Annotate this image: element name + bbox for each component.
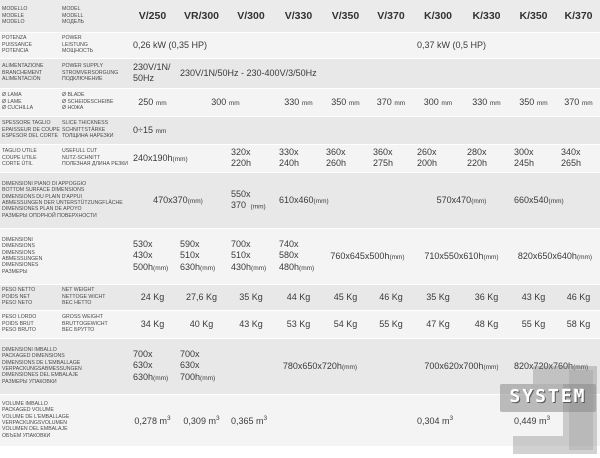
packdims-v250: 700x 630x 630h(mm) <box>129 338 176 394</box>
net-weight-row <box>0 284 600 310</box>
row-label-translation: POWER LEISTUNG МОЩНОСТЬ <box>60 32 129 58</box>
packdims-k300-k330: 700x620x700h(mm) <box>413 338 510 394</box>
row-label: MODELLO MODELE MODELO <box>0 0 60 32</box>
packdims-vr300: 700x 630x 700h(mm) <box>176 338 227 394</box>
model-k330: K/330 <box>463 0 510 32</box>
net-v330: 44 Kg <box>275 284 322 310</box>
cut-v370: 360x 275h <box>369 144 413 172</box>
row-label-translation: USEFULL CUT NUTZ-SCHNITT ПОЛЕЗНАЯ ДЛИНА РЕЗКИ <box>60 144 129 172</box>
gross-k350: 55 Kg <box>510 310 557 338</box>
net-v250: 24 Kg <box>129 284 176 310</box>
row-label: SPESSORE TAGLIO EPAISSEUR DE COUPE ESPESOR DEL CORTE <box>0 116 60 144</box>
net-k300: 35 Kg <box>413 284 463 310</box>
plate-v330-v370: 610x460(mm) <box>275 172 413 228</box>
net-k370: 46 Kg <box>557 284 600 310</box>
power-v-series: 0,26 kW (0,35 HP) <box>129 32 413 58</box>
plate-k350-k370: 660x540(mm) <box>510 172 600 228</box>
blade-v370: 370 mm <box>369 88 413 116</box>
blade-v250: 250 mm <box>129 88 176 116</box>
plate-v250-vr300: 470x370(mm) <box>129 172 227 228</box>
net-vr300: 27,6 Kg <box>176 284 227 310</box>
row-label: VOLUME IMBALLO PACKAGED VOLUME VOLUME DE L'EMBALLAGE VERPACKUNGSVOLUMEN VOLUMEN DEL EMBALAJE ОБЪЕМ УПАКОВКИ <box>0 394 129 446</box>
model-v250: V/250 <box>129 0 176 32</box>
cut-row <box>0 144 600 172</box>
model-vr300: VR/300 <box>176 0 227 32</box>
blade-vr300-v300: 300 mm <box>176 88 275 116</box>
blade-v350: 350 mm <box>322 88 369 116</box>
model-v370: V/370 <box>369 0 413 32</box>
volume-k350-k370: 0,449 $m^3$ <box>510 394 600 446</box>
cut-v250-vr300: 240x190h(mm) <box>129 144 227 172</box>
row-label: Ø LAMA Ø LAME Ø CUCHILLA <box>0 88 60 116</box>
cut-k370: 340x 265h <box>557 144 600 172</box>
net-v300: 35 Kg <box>227 284 275 310</box>
net-k350: 43 Kg <box>510 284 557 310</box>
supply-row <box>0 58 600 88</box>
net-v350: 45 Kg <box>322 284 369 310</box>
row-label-translation: Ø BLADE Ø SCHEIDESCHEIBE Ø НОЖА <box>60 88 129 116</box>
model-v350: V/350 <box>322 0 369 32</box>
header-row <box>0 0 600 32</box>
dimensions-row <box>0 228 600 284</box>
volume-v300-v370: 0,365 $m^3$ <box>227 394 413 446</box>
gross-v350: 54 Kg <box>322 310 369 338</box>
cut-v350: 360x 260h <box>322 144 369 172</box>
plate-k300-k330: 570x470(mm) <box>413 172 510 228</box>
volume-k300-k330: 0,304 $m^3$ <box>413 394 510 446</box>
blade-k350: 350 mm <box>510 88 557 116</box>
row-label-translation: MODEL MODELL МОДЕЛЬ <box>60 0 129 32</box>
dims-v250: 530x 430x 500h(mm) <box>129 228 176 284</box>
model-k370: K/370 <box>557 0 600 32</box>
model-v300: V/300 <box>227 0 275 32</box>
gross-v370: 55 Kg <box>369 310 413 338</box>
volume-v250: 0,278 $m^3$ <box>129 394 176 446</box>
gross-k330: 48 Kg <box>463 310 510 338</box>
cut-k330: 280x 220h <box>463 144 510 172</box>
cut-v300: 320x 220h <box>227 144 275 172</box>
supply-v250: 230V/1N/ 50Hz <box>129 58 176 88</box>
dims-v300: 700x 510x 430h(mm) <box>227 228 275 284</box>
plate-row <box>0 172 600 228</box>
blade-k370: 370 mm <box>557 88 600 116</box>
gross-k300: 47 Kg <box>413 310 463 338</box>
model-k350: K/350 <box>510 0 557 32</box>
gross-k370: 58 Kg <box>557 310 600 338</box>
net-v370: 46 Kg <box>369 284 413 310</box>
dims-v330: 740x 580x 480h(mm) <box>275 228 322 284</box>
row-label: DIMENSIONI PIANO DI APPOGGIO BOTTOM SURFACE DIMENSIONS DIMENSIONS DU PLAIN D'APPUI ABMESSUNGEN DER UNTERSTÜTZUNGFLÄCHE DIMENSIONES PLAN DE APOYO РАЗМЕРЫ ОПОРНОЙ ПОВЕРХНОСТИ <box>0 172 129 228</box>
model-v330: V/330 <box>275 0 322 32</box>
packdims-v300-v370: 780x650x720h(mm) <box>227 338 413 394</box>
gross-v250: 34 Kg <box>129 310 176 338</box>
plate-v300: 550x 370 (mm) <box>227 172 275 228</box>
row-label: PESO NETTO POIDS NET PESO NETO <box>0 284 60 310</box>
cut-k300: 260x 200h <box>413 144 463 172</box>
row-label: ALIMENTAZIONE BRANCHEMENT ALIMENTACIÓN <box>0 58 60 88</box>
blade-k300: 300 mm <box>413 88 463 116</box>
gross-v330: 53 Kg <box>275 310 322 338</box>
power-row <box>0 32 600 58</box>
blade-v330: 330 mm <box>275 88 322 116</box>
thickness-row <box>0 116 600 144</box>
gross-weight-row <box>0 310 600 338</box>
gross-vr300: 40 Kg <box>176 310 227 338</box>
dims-v350-v370: 760x645x500h(mm) <box>322 228 413 284</box>
row-label-translation: POWER SUPPLY STROMVERSORGUNG ПОДКЛЮЧЕНИЕ <box>60 58 129 88</box>
gross-v300: 43 Kg <box>227 310 275 338</box>
model-k300: K/300 <box>413 0 463 32</box>
power-k-series: 0,37 kW (0,5 HP) <box>413 32 600 58</box>
thickness-all: 0÷15 mm <box>129 116 600 144</box>
row-label-translation: SLICE THICKNESS SCHNITTSTÄRKE ТОЛЩИНА НАРЕЗКИ <box>60 116 129 144</box>
net-k330: 36 Kg <box>463 284 510 310</box>
row-label: PESO LORDO POIDS BRUT PESO BRUTO <box>0 310 60 338</box>
row-label-translation: NET WEIGHT NETTOGE WICHT ВЕС НЕТТО <box>60 284 129 310</box>
volume-vr300: 0,309 $m^3$ <box>176 394 227 446</box>
row-label-translation: GROSS WEIGHT BRUTTOGEWICHT ВЕС БРУТТО <box>60 310 129 338</box>
packdims-k350-k370: 820x720x760h(mm) <box>510 338 600 394</box>
logo-text: SYSTEM <box>509 386 587 407</box>
row-label: TAGLIO UTILE COUPE UTILE CORTE ÚTIL <box>0 144 60 172</box>
supply-others: 230V/1N/50Hz - 230-400V/3/50Hz <box>176 58 600 88</box>
dims-vr300: 590x 510x 630h(mm) <box>176 228 227 284</box>
cut-v330: 330x 240h <box>275 144 322 172</box>
row-label: DIMENSIONI IMBALLO PACKAGED DIMENSIONS DIMENSIONS DE L'EMBALLAGE VERPACKUNGSABMESSUNGEN DIMENSIONES DEL EMBALAJE РАЗМЕРЫ УПАКОВКИ <box>0 338 129 394</box>
row-label: DIMENSIONI DIMENSIONS DIMENSIONS ABMESSUNGEN DIMENSIONES РАЗМЕРЫ <box>0 228 129 284</box>
blade-row <box>0 88 600 116</box>
dims-k300-k330: 710x550x610h(mm) <box>413 228 510 284</box>
cut-k350: 300x 245h <box>510 144 557 172</box>
row-label: POTENZA PUISSANCE POTENCIA <box>0 32 60 58</box>
blade-k330: 330 mm <box>463 88 510 116</box>
dims-k350-k370: 820x650x640h(mm) <box>510 228 600 284</box>
